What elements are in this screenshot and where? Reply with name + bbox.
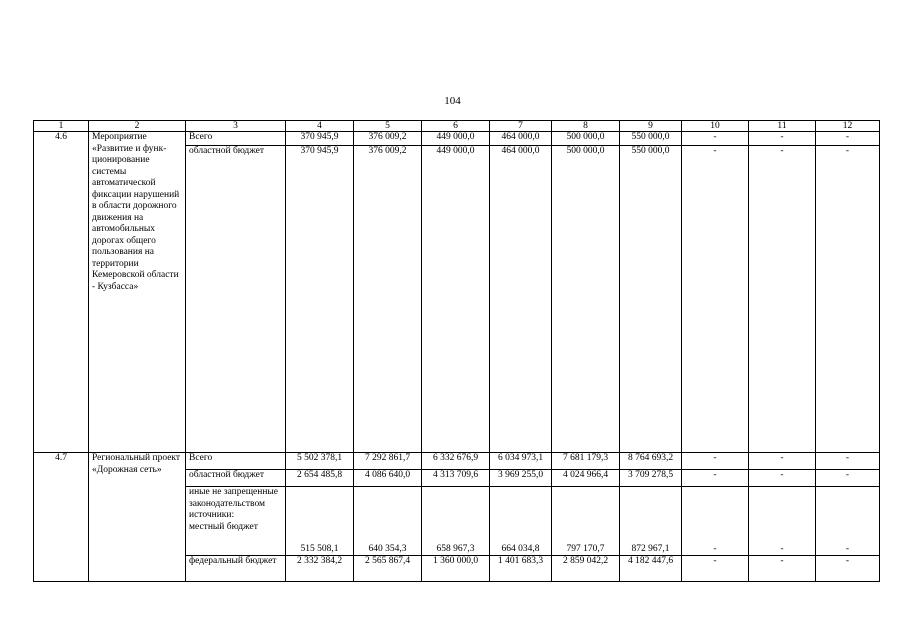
table-cell: - [816,556,880,582]
table-cell: 8 764 693,2 [620,453,682,470]
table-cell: 6 332 676,9 [422,453,490,470]
table-cell: 6 034 973,1 [490,453,552,470]
column-number: 7 [490,121,552,132]
table-cell: - [749,132,816,146]
column-number: 9 [620,121,682,132]
table-row [34,453,880,470]
source-label: Всего [186,453,286,470]
column-number: 11 [749,121,816,132]
table-cell: 376 009,2 [354,146,422,453]
table-cell: 4 182 447,6 [620,556,682,582]
source-label: местный бюджет [189,521,258,532]
column-number: 8 [552,121,620,132]
table-cell: 4 313 709,6 [422,470,490,487]
table-cell: - [749,556,816,582]
source-label-stack [186,487,286,556]
table-cell: 376 009,2 [354,132,422,146]
budget-table [33,120,880,582]
table-cell: 500 000,0 [552,132,620,146]
column-number: 1 [34,121,89,132]
table-cell: - [816,132,880,146]
table-cell: 4 086 640,0 [354,470,422,487]
source-label: областной бюджет [186,470,286,487]
table-cell: 2 654 485,8 [286,470,354,487]
table-cell: 664 034,8 [490,487,552,556]
column-number: 2 [89,121,186,132]
table-cell: - [816,470,880,487]
column-number: 6 [422,121,490,132]
column-number: 4 [286,121,354,132]
table-cell: 797 170,7 [552,487,620,556]
table-cell: - [682,556,749,582]
table-cell: 449 000,0 [422,146,490,453]
table-cell: 464 000,0 [490,132,552,146]
table-cell: 3 969 255,0 [490,470,552,487]
column-number-row [34,121,880,132]
table-row [34,132,880,146]
table-cell: 640 354,3 [354,487,422,556]
table-cell: 5 502 378,1 [286,453,354,470]
table-cell: 1 401 683,3 [490,556,552,582]
table-cell: 4 024 966,4 [552,470,620,487]
table-cell: - [816,146,880,453]
table-cell: - [682,487,749,556]
table-cell: 500 000,0 [552,146,620,453]
source-label: федеральный бюджет [186,556,286,582]
table-cell: 658 967,3 [422,487,490,556]
column-number: 5 [354,121,422,132]
column-number: 3 [186,121,286,132]
table-cell: - [816,487,880,556]
table-cell: 550 000,0 [620,132,682,146]
row-name: Мероприятие «Развитие и функ-ционирование системы автоматической фиксации нарушений в области дорожного движения на автомобильных дорогах общего пользования на территории Кемеровской области - Кузбасса» [89,132,186,453]
table-cell: 872 967,1 [620,487,682,556]
row-name: Региональный проект «Дорожная сеть» [89,453,186,582]
table-cell: 550 000,0 [620,146,682,453]
table-cell: 2 859 042,2 [552,556,620,582]
table-cell: - [749,487,816,556]
source-label: областной бюджет [186,146,286,453]
table-cell: 2 332 384,2 [286,556,354,582]
table-cell: - [749,470,816,487]
table-cell: - [749,453,816,470]
source-label: иные не запрещенные законодательством источники: [189,487,279,520]
table-cell: 515 508,1 [286,487,354,556]
table-cell: 449 000,0 [422,132,490,146]
table-cell: - [816,453,880,470]
table-cell: 7 292 861,7 [354,453,422,470]
table-cell: - [682,470,749,487]
table-cell: 3 709 278,5 [620,470,682,487]
table-cell: 1 360 000,0 [422,556,490,582]
table-cell: 7 681 179,3 [552,453,620,470]
column-number: 10 [682,121,749,132]
table-cell: - [682,146,749,453]
column-number: 12 [816,121,880,132]
table-cell: 370 945,9 [286,146,354,453]
table-cell: 370 945,9 [286,132,354,146]
page-number: 104 [444,95,461,107]
table-cell: 2 565 867,4 [354,556,422,582]
source-label: Всего [186,132,286,146]
row-code: 4.6 [34,132,89,453]
table-cell: - [682,132,749,146]
table-cell: - [749,146,816,453]
table-cell: - [682,453,749,470]
row-code: 4.7 [34,453,89,582]
table-cell: 464 000,0 [490,146,552,453]
